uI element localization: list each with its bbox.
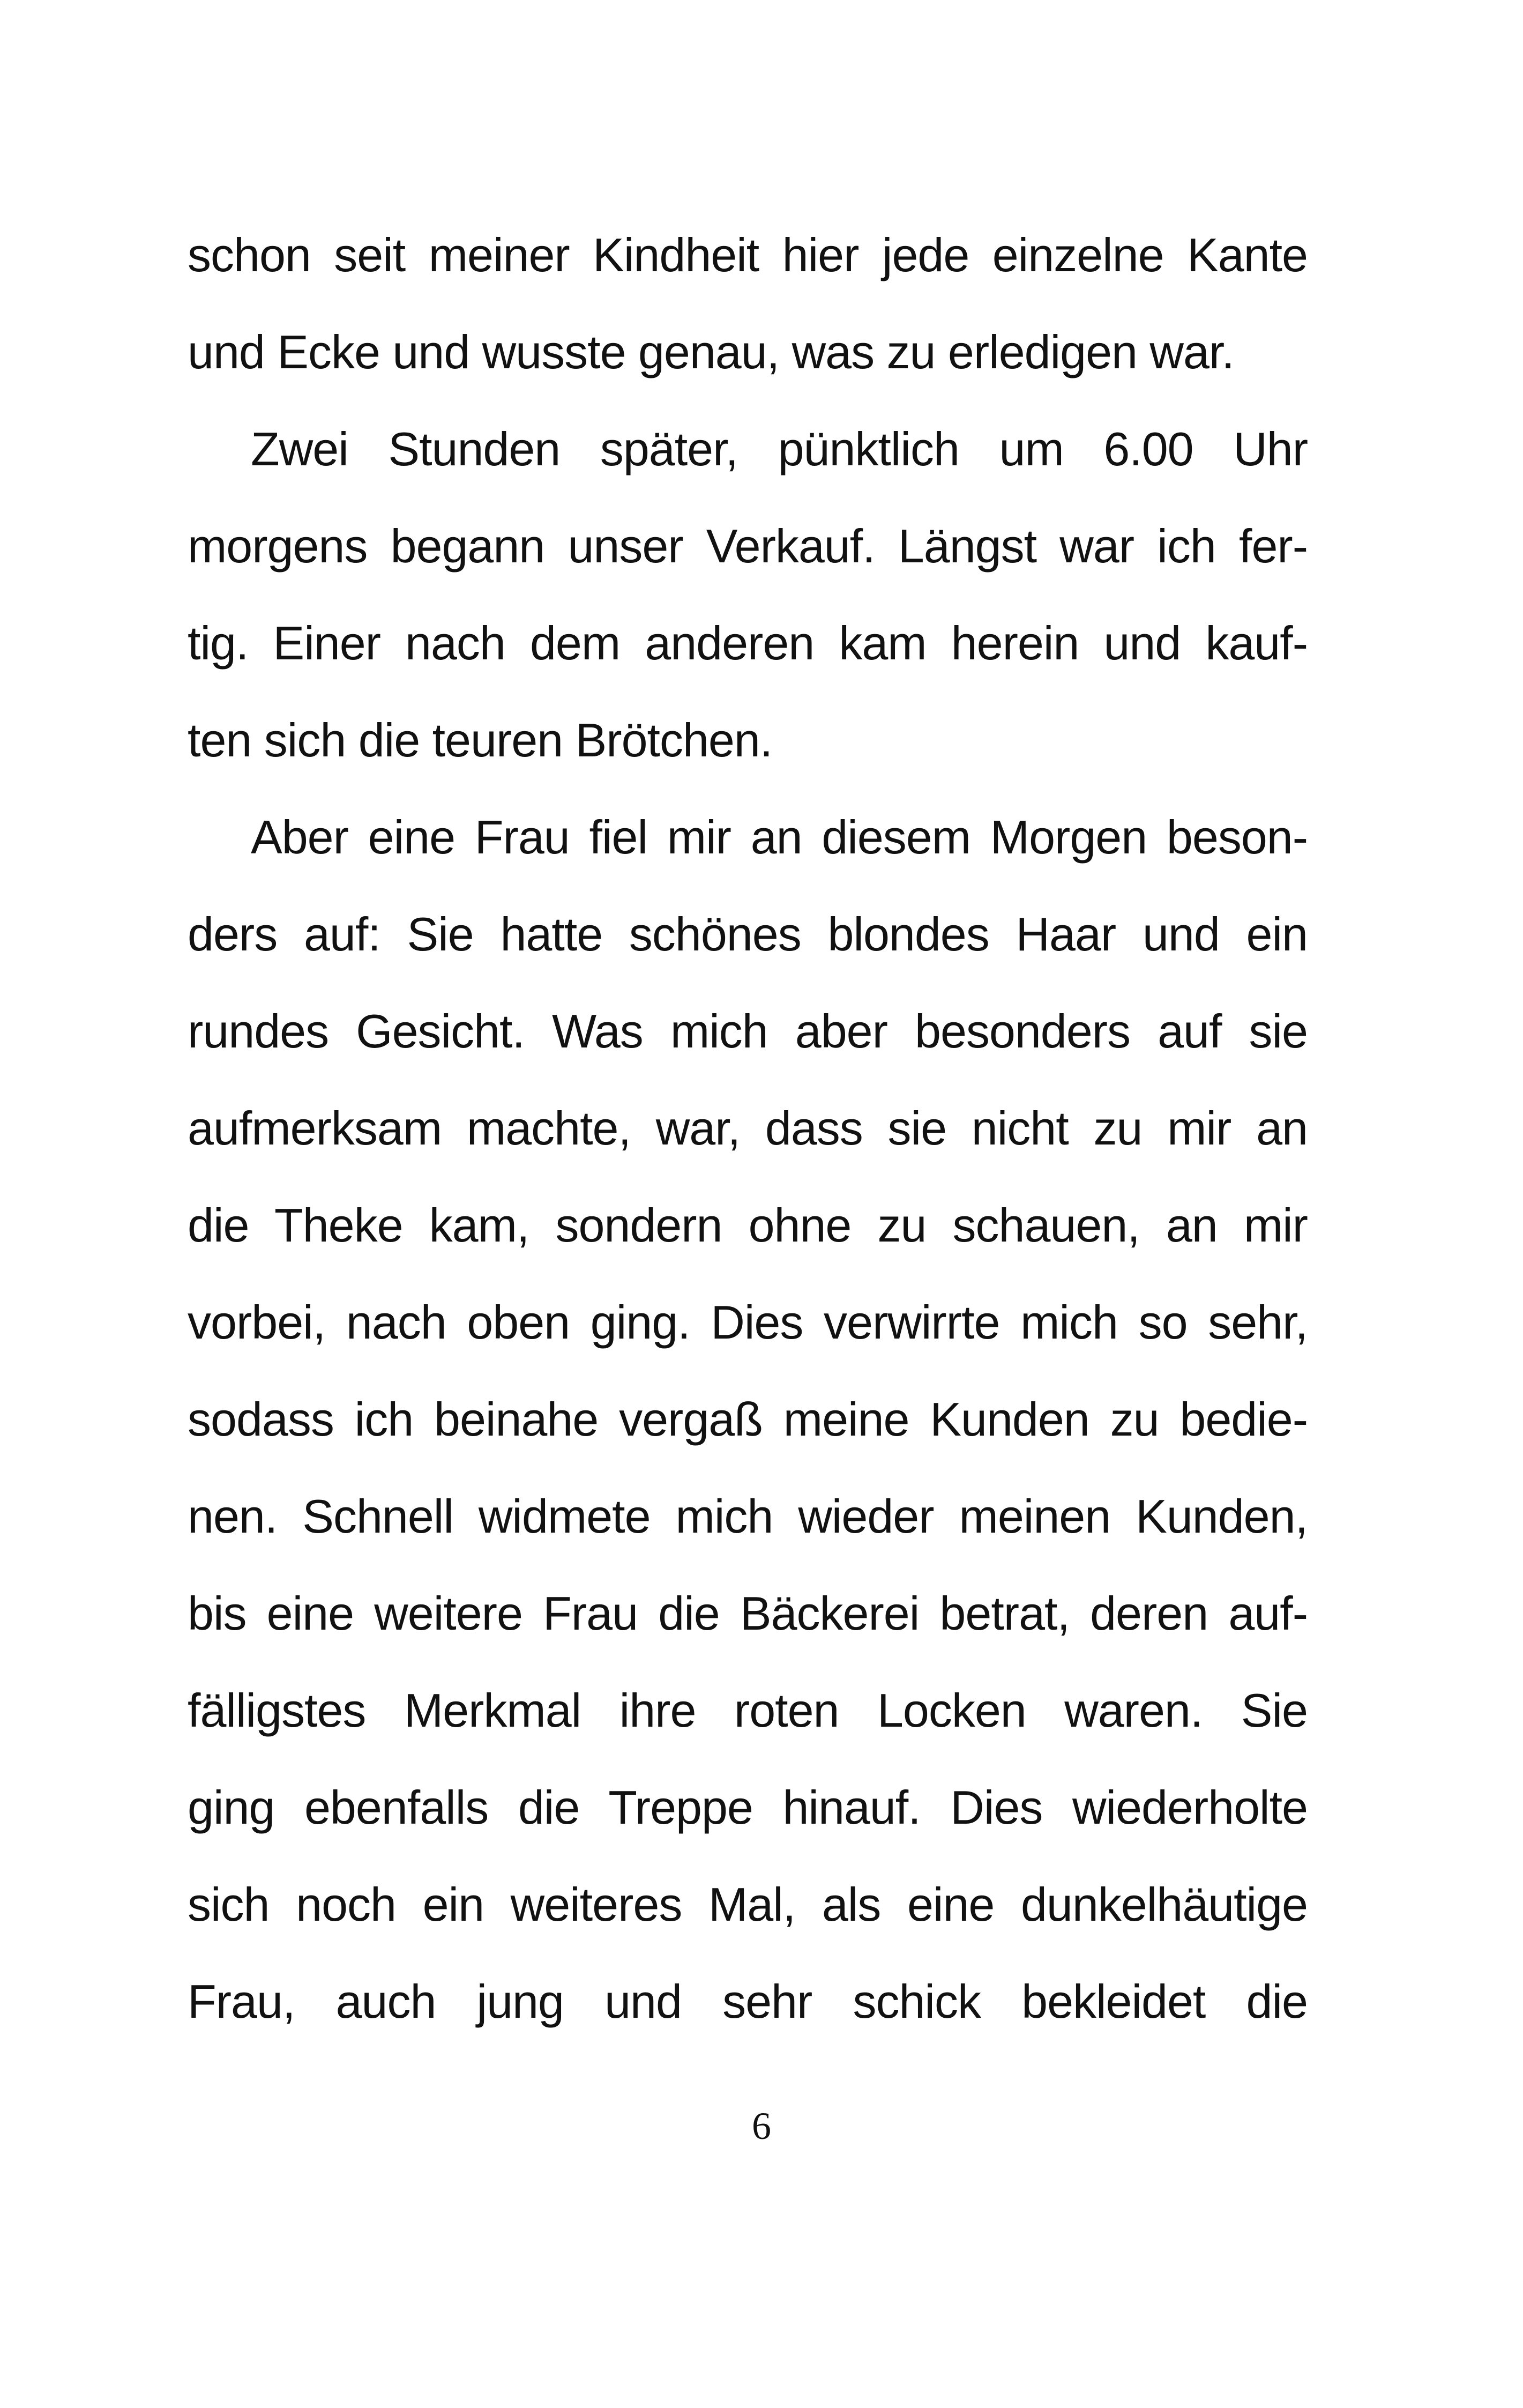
text-line: tig. Einer nach dem anderen kam herein und kauf- xyxy=(188,616,1308,670)
text-line: sodass ich beinahe vergaß meine Kunden zu bedie- xyxy=(188,1393,1308,1446)
text-line: nen. Schnell widmete mich wieder meinen Kunden, xyxy=(188,1490,1308,1543)
text-line: vorbei, nach oben ging. Dies verwirrte mich so sehr, xyxy=(188,1296,1308,1349)
text-line: fälligstes Merkmal ihre roten Locken waren. Sie xyxy=(188,1684,1308,1737)
text-line: Zwei Stunden später, pünktlich um 6.00 Uhr xyxy=(251,422,1308,475)
text-line: rundes Gesicht. Was mich aber besonders auf sie xyxy=(188,1005,1308,1058)
text-line: ging ebenfalls die Treppe hinauf. Dies wiederholte xyxy=(188,1781,1308,1834)
text-line: Frau, auch jung und sehr schick bekleidet die xyxy=(188,1975,1308,2028)
body-text xyxy=(188,206,1308,2050)
page-number: 6 xyxy=(752,2105,771,2147)
text-line: bis eine weitere Frau die Bäckerei betrat, deren auf- xyxy=(188,1587,1308,1640)
text-line: morgens begann unser Verkauf. Längst war ich fer- xyxy=(188,519,1308,573)
text-line: und Ecke und wusste genau, was zu erledigen war. xyxy=(188,325,1234,378)
text-line: aufmerksam machte, war, dass sie nicht zu mir an xyxy=(188,1102,1308,1155)
text-line: Aber eine Frau fiel mir an diesem Morgen beson- xyxy=(251,811,1308,864)
text-line: schon seit meiner Kindheit hier jede einzelne Kante xyxy=(188,228,1308,281)
text-line: ten sich die teuren Brötchen. xyxy=(188,714,773,767)
text-line: ders auf: Sie hatte schönes blondes Haar und ein xyxy=(188,908,1308,961)
text-line: die Theke kam, sondern ohne zu schauen, an mir xyxy=(188,1199,1308,1252)
text-line: sich noch ein weiteres Mal, als eine dunkelhäutige xyxy=(188,1878,1308,1931)
